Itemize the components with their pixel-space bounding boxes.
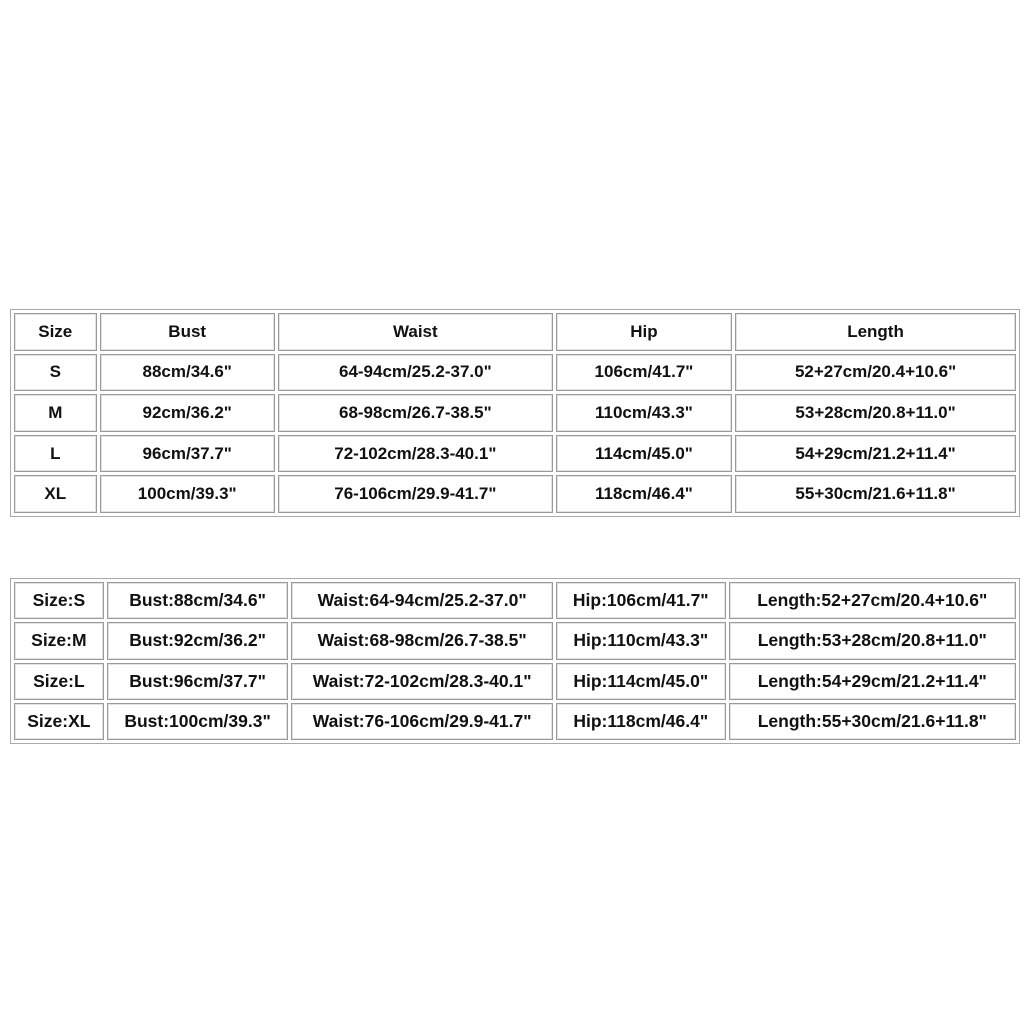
size-cell: Size:M bbox=[14, 622, 104, 659]
bust-cell: 92cm/36.2" bbox=[100, 394, 275, 432]
waist-cell: 76-106cm/29.9-41.7" bbox=[278, 475, 553, 513]
table-row bbox=[14, 394, 1016, 432]
waist-cell: Waist:68-98cm/26.7-38.5" bbox=[291, 622, 553, 659]
table-row bbox=[14, 582, 1016, 619]
size-cell: Size:XL bbox=[14, 703, 104, 740]
bust-cell: 88cm/34.6" bbox=[100, 354, 275, 392]
hip-cell: Hip:114cm/45.0" bbox=[556, 663, 726, 700]
table-row bbox=[14, 663, 1016, 700]
hip-cell: 114cm/45.0" bbox=[556, 435, 732, 473]
size-chart-table bbox=[10, 309, 1020, 517]
length-cell: Length:52+27cm/20.4+10.6" bbox=[729, 582, 1016, 619]
size-cell: S bbox=[14, 354, 97, 392]
table-row bbox=[14, 354, 1016, 392]
waist-cell: 68-98cm/26.7-38.5" bbox=[278, 394, 553, 432]
hip-cell: 110cm/43.3" bbox=[556, 394, 732, 432]
table-row bbox=[14, 475, 1016, 513]
bust-cell: Bust:92cm/36.2" bbox=[107, 622, 289, 659]
length-cell: Length:54+29cm/21.2+11.4" bbox=[729, 663, 1016, 700]
header-size: Size bbox=[14, 313, 97, 351]
size-cell: Size:S bbox=[14, 582, 104, 619]
bust-cell: Bust:100cm/39.3" bbox=[107, 703, 289, 740]
bust-cell: Bust:96cm/37.7" bbox=[107, 663, 289, 700]
length-cell: 54+29cm/21.2+11.4" bbox=[735, 435, 1016, 473]
size-cell: Size:L bbox=[14, 663, 104, 700]
header-bust: Bust bbox=[100, 313, 275, 351]
waist-cell: Waist:64-94cm/25.2-37.0" bbox=[291, 582, 553, 619]
hip-cell: Hip:110cm/43.3" bbox=[556, 622, 726, 659]
table-header-row bbox=[14, 313, 1016, 351]
table-row bbox=[14, 703, 1016, 740]
size-cell: XL bbox=[14, 475, 97, 513]
header-length: Length bbox=[735, 313, 1016, 351]
length-cell: Length:55+30cm/21.6+11.8" bbox=[729, 703, 1016, 740]
size-cell: L bbox=[14, 435, 97, 473]
waist-cell: 72-102cm/28.3-40.1" bbox=[278, 435, 553, 473]
size-chart-table-labeled bbox=[10, 578, 1020, 744]
header-hip: Hip bbox=[556, 313, 732, 351]
bust-cell: Bust:88cm/34.6" bbox=[107, 582, 289, 619]
size-cell: M bbox=[14, 394, 97, 432]
length-cell: 52+27cm/20.4+10.6" bbox=[735, 354, 1016, 392]
table-row bbox=[14, 435, 1016, 473]
table-row bbox=[14, 622, 1016, 659]
length-cell: Length:53+28cm/20.8+11.0" bbox=[729, 622, 1016, 659]
waist-cell: Waist:76-106cm/29.9-41.7" bbox=[291, 703, 553, 740]
bust-cell: 96cm/37.7" bbox=[100, 435, 275, 473]
header-waist: Waist bbox=[278, 313, 553, 351]
hip-cell: Hip:118cm/46.4" bbox=[556, 703, 726, 740]
hip-cell: 118cm/46.4" bbox=[556, 475, 732, 513]
length-cell: 55+30cm/21.6+11.8" bbox=[735, 475, 1016, 513]
hip-cell: 106cm/41.7" bbox=[556, 354, 732, 392]
length-cell: 53+28cm/20.8+11.0" bbox=[735, 394, 1016, 432]
waist-cell: Waist:72-102cm/28.3-40.1" bbox=[291, 663, 553, 700]
waist-cell: 64-94cm/25.2-37.0" bbox=[278, 354, 553, 392]
bust-cell: 100cm/39.3" bbox=[100, 475, 275, 513]
hip-cell: Hip:106cm/41.7" bbox=[556, 582, 726, 619]
